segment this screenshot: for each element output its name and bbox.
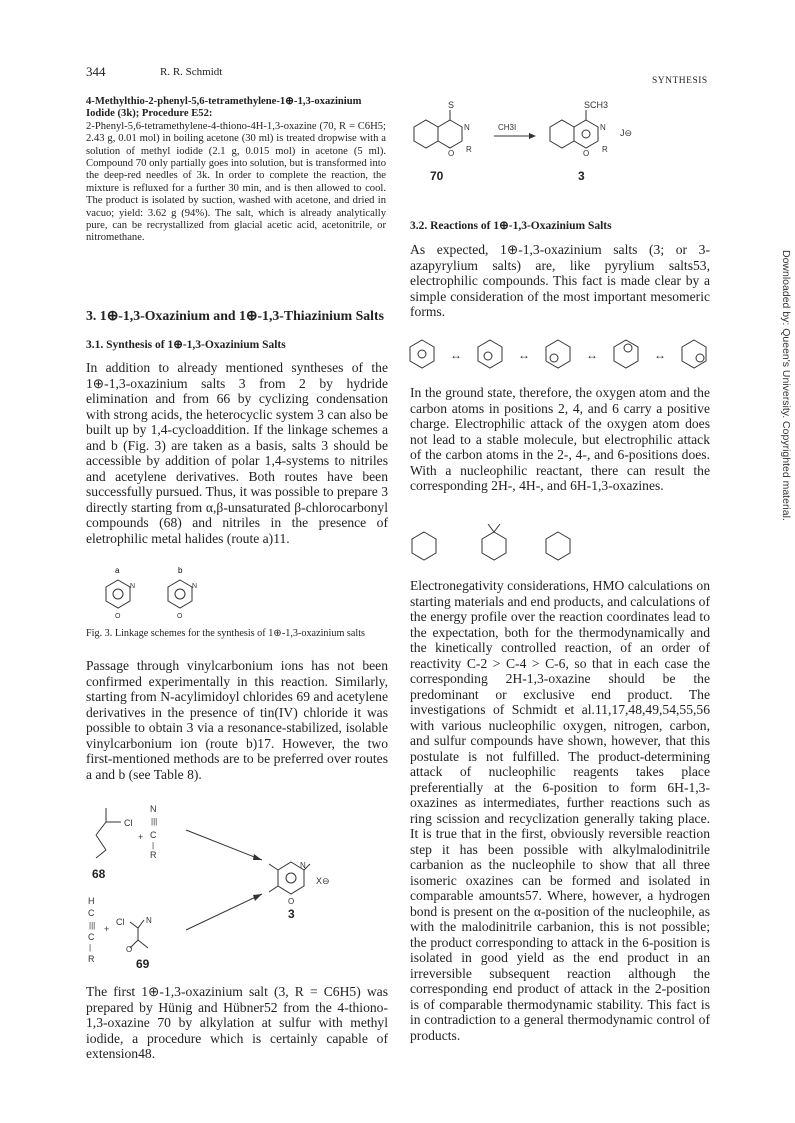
svg-text:C: C	[88, 932, 95, 942]
svg-text:↔: ↔	[586, 348, 598, 362]
section-3-1-paragraph-3: The first 1⊕-1,3-oxazinium salt (3, R = C6H5) was prepared by Hünig and Hübner52 from the 4-thiono-1,3-oxazine 70 by alkylation at sulfur with methyl iodide, a procedure which is certainly capable of extension48.	[86, 984, 388, 1061]
section-3-1-title: 3.1. Synthesis of 1⊕-1,3-Oxazinium Salts	[86, 339, 286, 351]
section-3-2-paragraph-2: In the ground state, therefore, the oxygen atom and the carbon atoms in positions 2, 4, and 6 carry a positive charge. Electrophilic attack of the oxygen atom does not lead to a stable molecule, but electrophilic attack of the carbon atoms in the 2-, 4-, and 6-positions does. With a nucleophilic reactant, there can result the corresponding 2H-, 4H-, and 6H-1,3-oxazines.	[410, 385, 710, 493]
cl-label-bottom: Cl	[116, 917, 125, 927]
running-author: R. R. Schmidt	[160, 66, 223, 78]
section-3-2-paragraph-3: Electronegativity considerations, HMO calculations on starting materials and end products, and calculations of the energy profile over the reaction coordinates lead to the expectation, both for the thermodynamically and the kinetically controlled reaction, of an order of reactivity C-2 > C-4 > C-6, so that in each case the corresponding 2H-1,3-oxazine should be the predominant or exclusive end product. The investigations of Schmidt et al.11,17,48,49,54,55,56 with various nucleophilic oxygen, nitrogen, carbon, and sulfur compounds have shown, however, that this postulate is not fulfilled. The product-determining attack of nucleophilic reagents takes place preferentially at the 6-position to form 6H-1,3-oxazines as intermediates, further reactions such as ring scission and recyclization generally taking place. It is true that in the first, obviously reversible reaction step it has been possible with alkylmalodinitrile carbanion as the nucleophile to show that all three isomeric oxazines can be formed and isolated in comparable amounts57. Where, however, a hydrogen bond is present on the α-position of the nucleophile, as with the malodinitrile carbanion, this is not possible; the product corresponding to attack in the 6-position is isolated in good yield as the end product in an irreversible subsequent reaction although the corresponding end product of attack in the 2-position is of comparable thermodynamic stability. This fact is in contradiction to a general thermodynamic control of products.	[410, 578, 710, 1043]
reagent-ch3i: CH3I	[498, 123, 517, 132]
svg-text:|: |	[152, 841, 155, 850]
sulfur-label: S	[448, 100, 455, 110]
c-label-bottom: C	[88, 908, 95, 918]
compound-70-structure	[414, 110, 462, 148]
svg-text:O: O	[583, 149, 590, 158]
n-label-top: N	[150, 804, 157, 814]
svg-text:N: N	[600, 123, 606, 132]
compound-3-label: 3	[288, 907, 295, 921]
fig3-label-b: b	[178, 566, 183, 575]
svg-text:+: +	[104, 924, 110, 934]
c-label-top: C	[150, 830, 157, 840]
iodide-label: J⊖	[620, 128, 633, 138]
svg-text:O: O	[115, 613, 121, 620]
svg-text:N: N	[464, 123, 470, 132]
svg-text:|||: |||	[151, 817, 158, 826]
hexagon-a	[106, 580, 135, 620]
svg-text:|||: |||	[89, 921, 96, 930]
svg-text:↔: ↔	[450, 348, 462, 362]
procedure-title: 4-Methylthio-2-phenyl-5,6-tetramethylene-1⊕-1,3-oxazinium Iodide (3k); Procedure E52:	[86, 96, 362, 120]
fig3-label-a: a	[115, 566, 120, 575]
section-3-1-paragraph-1: In addition to already mentioned syntheses of the 1⊕-1,3-oxazinium salts 3 from 2 by hydride elimination and from 66 by cyclizing condensation with strong acids, the heterocyclic system 3 can also be built up by 1,4-cycloaddition. If the linkage schemes a and b (Fig. 3) are taken as a basis, salts 3 should be accessible by addition of polar 1,4-systems to nitriles and acetylene derivatives. Both routes have been successfully pursued. Thus, it was possible to prepare 3 directly starting from α,β-unsaturated β-chlorocarbonyl compounds (68) and nitriles in the presence of eletrophilic metal halides (route a)11.	[86, 360, 388, 546]
page-number: 344	[86, 64, 106, 79]
procedure-text: 2-Phenyl-5,6-tetramethylene-4-thiono-4H-1,3-oxazine (70, R = C6H5; 2.43 g, 0.01 mol) in boiling acetone (30 ml) is treated dropwise with a solution of methyl iodide (2.1 g, 0.015 mol) in acetone (5 ml). Compound 70 only partially goes into solution, but is transformed into the deep-red needles of 3k. In order to complete the reaction, the mixture is refluxed for a further 30 min, and is then allowed to cool. The product is isolated by suction, washed with acetone, and dried in vacuo; yield: 3.62 g (94%). The salt, which is already analytically pure, can be recrystallized from glacial acetic acid, acetonitrile, or nitromethane.	[86, 120, 386, 244]
svg-text:R: R	[466, 145, 472, 154]
hexagon-b	[168, 580, 197, 620]
journal-name: SYNTHESIS	[652, 76, 708, 86]
svg-text:N: N	[146, 916, 152, 925]
section-3-2-paragraph-1: As expected, 1⊕-1,3-oxazinium salts (3; or 3-azapyrylium salts) are, like pyrylium salts53, electrophilic compounds. This fact is made clear by a simple consideration of the most important mesomeric forms.	[410, 242, 710, 319]
x-minus-label: X⊖	[316, 876, 330, 886]
svg-text:O: O	[288, 897, 295, 906]
figure-3-linkage-schemes	[100, 566, 220, 626]
section-3-2-title: 3.2. Reactions of 1⊕-1,3-Oxazinium Salts	[410, 220, 612, 232]
section-3-1-paragraph-2: Passage through vinylcarbonium ions has not been confirmed experimentally in this reaction. Similarly, starting from N-acylimidoyl chlorides 69 and acetylene derivatives in the presence of tin(IV) chloride it was possible to obtain 3 via a resonance-stabilized, isolable vinylcarbonium ion (route b)17. However, the two first-mentioned methods are to be preferred over routes a and b (see Table 8).	[86, 658, 388, 782]
h-label-bottom: H	[88, 896, 95, 906]
svg-text:|: |	[89, 943, 92, 952]
svg-text:O: O	[177, 613, 183, 620]
sch3-label: SCH3	[584, 100, 609, 110]
svg-text:+: +	[138, 832, 144, 842]
svg-text:R: R	[602, 145, 608, 154]
compound-68-label: 68	[92, 867, 106, 881]
r-label-bottom: R	[88, 954, 95, 964]
download-notice: Downloaded by: Queen's University. Copyrighted material.	[780, 250, 792, 521]
svg-text:↔: ↔	[654, 348, 666, 362]
cl-label-top: Cl	[124, 818, 133, 828]
compound-3-structure	[550, 110, 598, 148]
svg-text:O: O	[448, 149, 455, 158]
svg-text:N: N	[192, 583, 198, 590]
compound-3-label-right: 3	[578, 169, 585, 183]
section-3-title: 3. 1⊕-1,3-Oxazinium and 1⊕-1,3-Thiazinium Salts	[86, 308, 384, 323]
compound-70-label: 70	[430, 169, 444, 183]
svg-text:↔: ↔	[518, 348, 530, 362]
mesomeric-forms	[408, 334, 713, 376]
svg-text:N: N	[130, 583, 136, 590]
r-label-top: R	[150, 850, 157, 860]
oxazine-isomers	[408, 524, 608, 566]
svg-text:N: N	[300, 861, 306, 870]
figure-3-caption: Fig. 3. Linkage schemes for the synthesis of 1⊕-1,3-oxazinium salts	[86, 628, 366, 639]
reaction-scheme-68-69	[86, 800, 386, 970]
compound-69-label: 69	[136, 957, 150, 970]
reaction-scheme-70-3	[410, 96, 710, 191]
svg-text:O: O	[126, 945, 133, 954]
